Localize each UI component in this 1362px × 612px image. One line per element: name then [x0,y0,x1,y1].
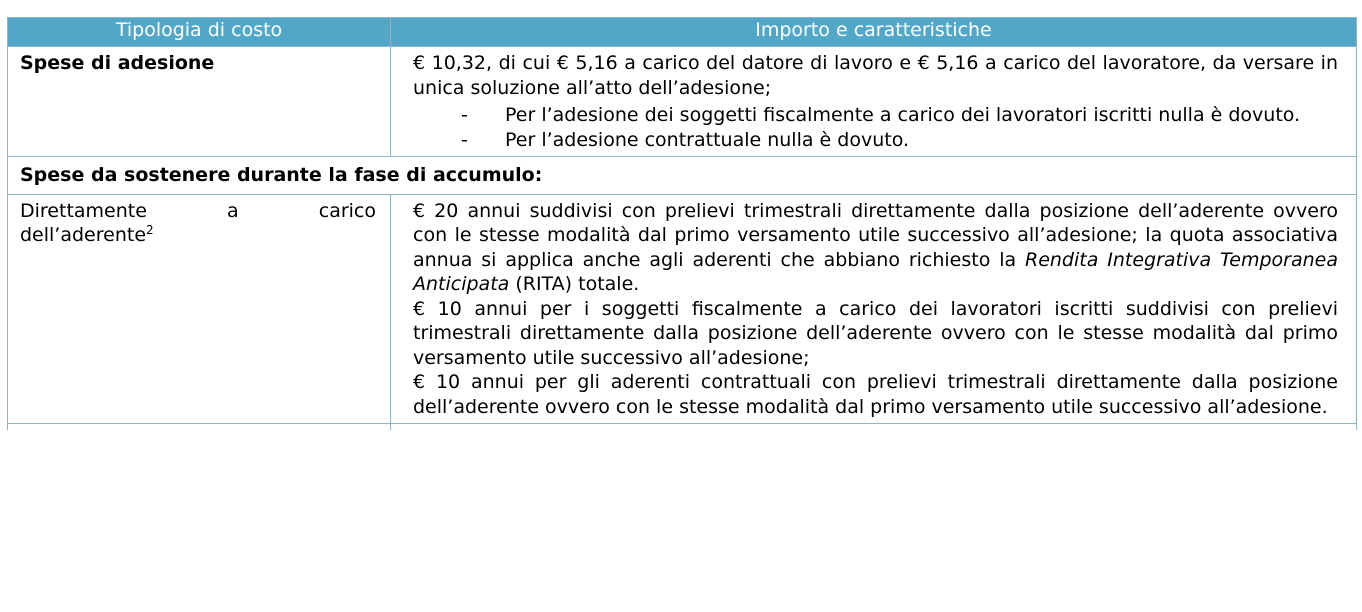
header-importo: Importo e caratteristiche [391,18,1357,47]
table-row-continuation [8,424,1357,431]
diretto-p1-tail: (RITA) totale. [509,273,640,295]
diretto-paragraph-2: € 10 annui per i soggetti fiscalmente a carico dei lavoratori iscritti suddivisi con prelievi trimestrali direttamente dalla posizione dell’aderente ovvero con le stesse modalità dal primo versamento utile successivo all’adesione; [413,297,1338,369]
row-label-adesione: Spese di adesione [8,47,391,157]
row-label-diretto [8,194,391,424]
adesione-bullet-list [413,103,1338,152]
section-heading-accumulo: Spese da sostenere durante la fase di accumulo: [8,157,1357,195]
continuation-cell-2 [391,424,1357,431]
diretto-paragraph-1 [413,199,1338,297]
diretto-label-line2 [20,223,376,248]
diretto-p1-text: € 20 annui suddivisi con prelievi trimestrali direttamente dalla posizione dell’aderente ovvero con le stesse modalità dal primo versamento utile successivo all’adesione; la quota associativa annua si applica anche agli aderenti che abbiano richiesto la [413,199,1338,271]
diretto-paragraph-3: € 10 annui per gli aderenti contrattuali con prelievi trimestrali direttamente dalla posizione dell’aderente ovvero con le stesse modalità dal primo versamento utile successivo all’adesione. [413,371,1338,418]
adesione-bullet-1: - Per l’adesione dei soggetti fiscalmente a carico dei lavoratori iscritti nulla è dovuto. [505,103,1338,128]
adesione-text: € 10,32, di cui € 5,16 a carico del datore di lavoro e € 5,16 a carico del lavoratore, da versare in unica soluzione all’atto dell’adesione; [413,52,1338,99]
table-row-adesione [8,47,1357,157]
table-header-row [8,18,1357,47]
table-row-diretto [8,194,1357,424]
header-tipologia: Tipologia di costo [8,18,391,47]
row-content-adesione [391,47,1357,157]
diretto-label-text: dell’aderente [20,224,147,246]
continuation-cell-1 [8,424,391,431]
table-row-accumulo-heading [8,157,1357,195]
adesione-bullet-2: - Per l’adesione contrattuale nulla è dovuto. [505,128,1338,153]
diretto-label-line1: Direttamente a carico [20,199,376,222]
footnote-marker: 2 [146,223,154,237]
diretto-p1-italic: Rendita Integrativa Temporanea Anticipata [413,248,1338,295]
cost-table [7,17,1357,430]
row-content-diretto [391,194,1357,424]
